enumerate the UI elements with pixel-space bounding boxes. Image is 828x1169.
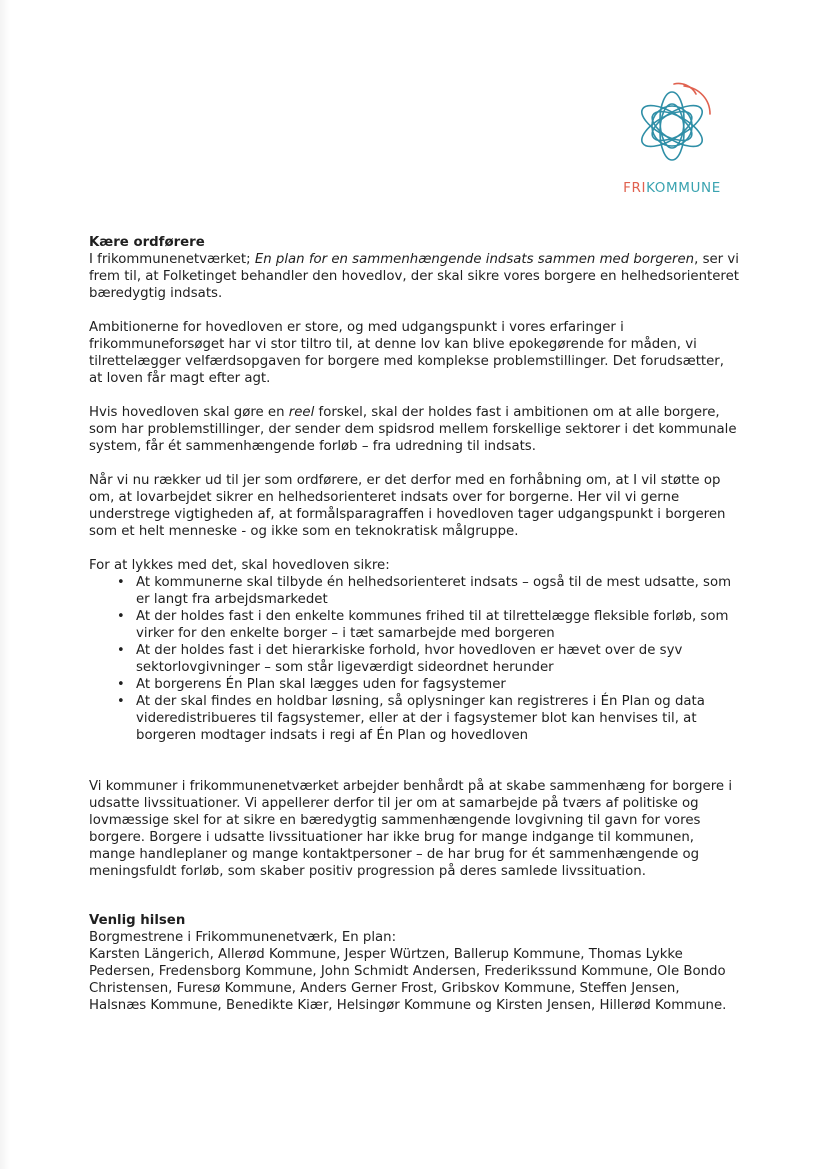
list-item: • At borgerens Én Plan skal lægges uden for fagsystemer (117, 676, 739, 693)
salutation: Kære ordførere (89, 235, 205, 250)
logo-wordmark: FRIKOMMUNE (623, 180, 721, 196)
paragraph-5: Vi kommuner i frikommunenetværket arbejder benhårdt på at skabe sammenhæng for borgere i udsatte livssituationer. Vi appellerer derfor til jer om at samarbejde på tværs af politiske og lovmæssige skel for at sikre en bæredygtig sammenhængende lovgivning til gavn for vores borgere. Borgere i udsatte livssituationer har ikke brug for mange indgange til kommunen, mange handleplaner og mange kontaktpersoner – de har brug for ét sammenhængende og meningsfuldt forløb, som skaber positiv progression på deres samlede livssituation. (89, 779, 733, 879)
list-item: • At der holdes fast i det hierarkiske forhold, hvor hovedloven er hævet over de syv sektorlovgivninger – som står ligeværdigt sideordnet herunder (117, 642, 739, 676)
paragraph-3: Hvis hovedloven skal gøre en reel forskel, skal der holdes fast i ambitionen om at alle borgere, som har problemstillinger, der sender dem spidsrod mellem forskellige sektorer i det kommunale system, får ét sammenhængende forløb – fra udredning til indsats. (89, 405, 737, 454)
signatories: Karsten Längerich, Allerød Kommune, Jesper Würtzen, Ballerup Kommune, Thomas Lykke Pedersen, Fredensborg Kommune, John Schmidt Andersen, Frederikssund Kommune, Ole Bondo Christensen, Furesø Kommune, Anders Gerner Frost, Gribskov Kommune, Steffen Jensen, Halsnæs Kommune, Benedikte Kiær, Helsingør Kommune og Kirsten Jensen, Hillerød Kommune. (89, 947, 727, 1013)
closing: Venlig hilsen (89, 913, 186, 928)
list-item: • At kommunerne skal tilbyde én helhedsorienteret indsats – også til de mest udsatte, som er langt fra arbejdsmarkedet (117, 574, 739, 608)
signature-line: Borgmestrene i Frikommunenetværk, En plan: (89, 930, 397, 945)
list-item: • At der holdes fast i den enkelte kommunes frihed til at tilrettelægge fleksible forløb, som virker for den enkelte borger – i tæt samarbejde med borgeren (117, 608, 739, 642)
frikommune-logo-icon (612, 76, 732, 176)
list-intro: For at lykkes med det, skal hovedloven sikre: (89, 558, 390, 573)
list-item: • At der skal findes en holdbar løsning, så oplysninger kan registreres i Én Plan og data videredistribueres til fagsystemer, eller at der i fagsystemer blot kan henvises til, at borgeren modtager indsats i regi af Én Plan og hovedloven (117, 693, 739, 744)
frikommune-logo (612, 76, 732, 200)
paragraph-1: I frikommunenetværket; En plan for en sammenhængende indsats sammen med borgeren, ser vi frem til, at Folketinget behandler den hovedlov, der skal sikre vores borgere en helhedsorienteret bæredygtig indsats. (89, 252, 739, 301)
letter-body (89, 234, 739, 1014)
scan-edge (0, 0, 10, 1169)
requirements-list (89, 574, 739, 744)
paragraph-4: Når vi nu rækker ud til jer som ordførere, er det derfor med en forhåbning om, at I vil støtte op om, at lovarbejdet sikrer en helhedsorienteret indsats over for borgerne. Her vil vi gerne understrege vigtigheden af, at formålsparagraffen i hovedloven tager udgangspunkt i borgeren som et helt menneske - og ikke som en teknokratisk målgruppe. (89, 473, 726, 539)
paragraph-2: Ambitionerne for hovedloven er store, og med udgangspunkt i vores erfaringer i frikommuneforsøget har vi stor tiltro til, at denne lov kan blive epokegørende for måden, vi tilrettelægger velfærdsopgaven for borgere med komplekse problemstillinger. Det forudsætter, at loven får magt efter agt. (89, 320, 724, 386)
